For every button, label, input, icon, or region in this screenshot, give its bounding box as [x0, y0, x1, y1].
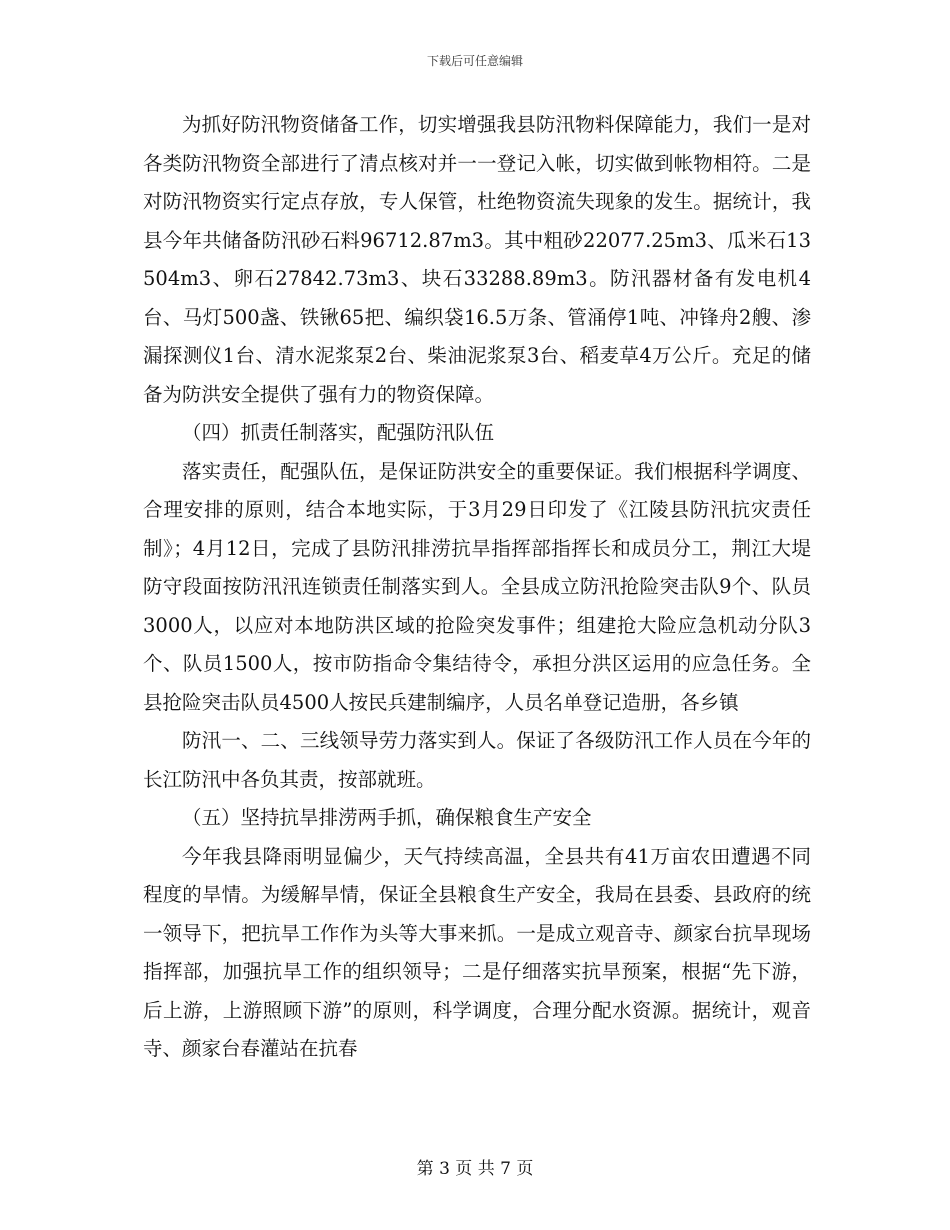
paragraph-responsibility: 落实责任，配强队伍，是保证防洪安全的重要保证。我们根据科学调度、合理安排的原则，结合本地实际，于3月29日印发了《江陵县防汛抗灾责任制》；4月12日，完成了县防汛排涝抗旱指挥部指挥长和成员分工，荆江大堤防守段面按防汛汛连锁责任制落实到人。全县成立防汛抢险突击队9个、队员3000人，以应对本地防洪区域的抢险突发事件；组建抢大险应急机动分队3个、队员1500人，按市防指命令集结待令，承担分洪区运用的应急任务。全县抢险突击队员4500人按民兵建制编序，人员名单登记造册，各乡镇 — [143, 459, 811, 714]
paragraph-flood-leadership: 防汛一、二、三线领导劳力落实到人。保证了各级防汛工作人员在今年的长江防汛中各负其责，按部就班。 — [143, 729, 811, 791]
paragraph-flood-materials: 为抓好防汛物资储备工作，切实增强我县防汛物料保障能力，我们一是对各类防汛物资全部进行了清点核对并一一登记入帐，切实做到帐物相符。二是对防汛物资实行定点存放，专人保管，杜绝物资流失现象的发生。据统计，我县今年共储备防汛砂石料96712.87m3。其中粗砂22077.25m3、瓜米石13504m3、卵石27842.73m3、块石33288.89m3。防汛器材备有发电机4台、马灯500盏、铁锹65把、编织袋16.5万条、管涌停1吨、冲锋舟2艘、渗漏探测仪1台、清水泥浆泵2台、柴油泥浆泵3台、稻麦草4万公斤。充足的储备为防洪安全提供了强有力的物资保障。 — [143, 113, 811, 406]
paragraph-drought: 今年我县降雨明显偏少，天气持续高温，全县共有41万亩农田遭遇不同程度的旱情。为缓解旱情，保证全县粮食生产安全，我局在县委、县政府的统一领导下，把抗旱工作作为头等大事来抓。一是成立观音寺、颜家台抗旱现场指挥部，加强抗旱工作的组织领导；二是仔细落实抗旱预案，根据“先下游，后上游，上游照顾下游”的原则，科学调度，合理分配水资源。据统计，观音寺、颜家台春灌站在抗春 — [143, 844, 811, 1060]
section-heading-responsibility: （四）抓责任制落实，配强防汛队伍 — [182, 421, 495, 444]
document-body — [143, 106, 811, 1069]
section-heading-drought: （五）坚持抗旱排涝两手抓，确保粮食生产安全 — [182, 806, 592, 829]
page-header-note: 下载后可任意编辑 — [426, 54, 523, 68]
page-number-footer: 第 3 页 共 7 页 — [416, 1159, 534, 1179]
